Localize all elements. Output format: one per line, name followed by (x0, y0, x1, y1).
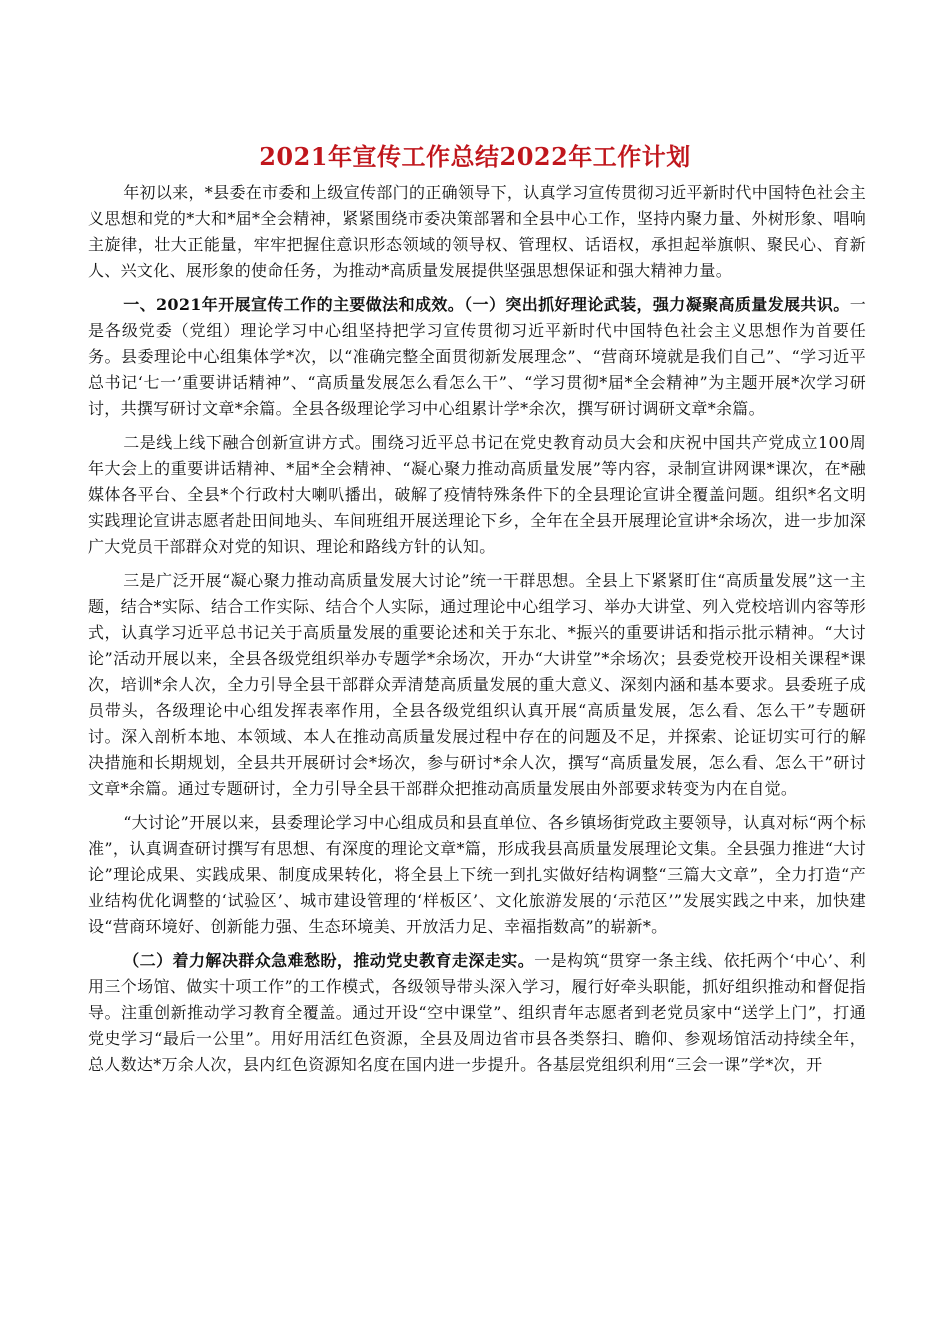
section1-heading: 一、2021年开展宣传工作的主要做法和成效。（一）突出抓好理论武装，强力凝聚高质量发展共识。 (123, 295, 850, 314)
section2-heading: （二）着力解决群众急难愁盼，推动党史教育走深走实。 (123, 951, 535, 970)
document-body (88, 180, 866, 1086)
section2-paragraph (88, 948, 866, 1078)
section2-text: 一是构筑“贯穿一条主线、依托两个‘中心’、利用三个场馆、做实十项工作”的工作模式，各级领导带头深入学习，履行好牵头职能，抓好组织推动和督促指导。注重创新推动学习教育全覆盖。通过开设“空中课堂”、组织青年志愿者到老党员家中“送学上门”，打通党史学习“最后一公里”。用好用活红色资源，全县及周边省市县各类祭扫、瞻仰、参观场馆活动持续全年，总人数达*万余人次，县内红色资源知名度在国内进一步提升。各基层党组织利用“三会一课”学*次，开 (88, 951, 866, 1074)
intro-paragraph: 年初以来，*县委在市委和上级宣传部门的正确领导下，认真学习宣传贯彻习近平新时代中国特色社会主义思想和党的*大和*届*全会精神，紧紧围绕市委决策部署和全县中心工作，坚持内聚力量、外树形象、唱响主旋律，壮大正能量，牢牢把握住意识形态领域的领导权、管理权、话语权，承担起举旗帜、聚民心、育新人、兴文化、展形象的使命任务，为推动*高质量发展提供坚强思想保证和强大精神力量。 (88, 183, 866, 280)
section1-paragraph (88, 292, 866, 422)
document-title: 2021年宣传工作总结2022年工作计划 (259, 142, 691, 171)
section1-text: 一是各级党委（党组）理论学习中心组坚持把学习宣传贯彻习近平新时代中国特色社会主义思想作为首要任务。县委理论中心组集体学*次，以“准确完整全面贯彻新发展理念”、“营商环境就是我们自己”、“学习近平总书记‘七一’重要讲话精神”、“高质量发展怎么看怎么干”、“学习贯彻*届*全会精神”为主题开展*次学习研讨，共撰写研讨文章*余篇。全县各级理论学习中心组累计学*余次，撰写研讨调研文章*余篇。 (88, 295, 866, 418)
paragraph-2: 二是线上线下融合创新宣讲方式。围绕习近平总书记在党史教育动员大会和庆祝中国共产党成立100周年大会上的重要讲话精神、*届*全会精神、“凝心聚力推动高质量发展”等内容，录制宣讲网课*课次，在*融媒体各平台、全县*个行政村大喇叭播出，破解了疫情特殊条件下的全县理论宣讲全覆盖问题。组织*名文明实践理论宣讲志愿者赴田间地头、车间班组开展送理论下乡，全年在全县开展理论宣讲*余场次，进一步加深广大党员干部群众对党的知识、理论和路线方针的认知。 (88, 433, 866, 556)
paragraph-4: “大讨论”开展以来，县委理论学习中心组成员和县直单位、各乡镇场街党政主要领导，认真对标“两个标准”，认真调查研讨撰写有思想、有深度的理论文章*篇，形成我县高质量发展理论文集。全县强力推进“大讨论”理论成果、实践成果、制度成果转化，将全县上下统一到扎实做好结构调整“三篇大文章”，全力打造“产业结构优化调整的‘试验区’、城市建设管理的‘样板区’、文化旅游发展的‘示范区’”发展实践之中来，加快建设“营商环境好、创新能力强、生态环境美、开放活力足、幸福指数高”的崭新*。 (88, 813, 866, 936)
paragraph-3: 三是广泛开展“凝心聚力推动高质量发展大讨论”统一干群思想。全县上下紧紧盯住“高质量发展”这一主题，结合*实际、结合工作实际、结合个人实际，通过理论中心组学习、举办大讲堂、列入党校培训内容等形式，认真学习近平总书记关于高质量发展的重要论述和关于东北、*振兴的重要讲话和指示批示精神。“大讨论”活动开展以来，全县各级党组织举办专题学*余场次，开办“大讲堂”*余场次；县委党校开设相关课程*课次，培训*余人次，全力引导全县干部群众弄清楚高质量发展的重大意义、深刻内涵和基本要求。县委班子成员带头，各级理论中心组发挥表率作用，全县各级党组织认真开展“高质量发展，怎么看、怎么干”专题研讨。深入剖析本地、本领域、本人在推动高质量发展过程中存在的问题及不足，并探索、论证切实可行的解决措施和长期规划，全县共开展研讨会*场次，参与研讨*余人次，撰写“高质量发展，怎么看、怎么干”研讨文章*余篇。通过专题研讨，全力引导全县干部群众把推动高质量发展由外部要求转变为内在自觉。 (88, 571, 866, 798)
